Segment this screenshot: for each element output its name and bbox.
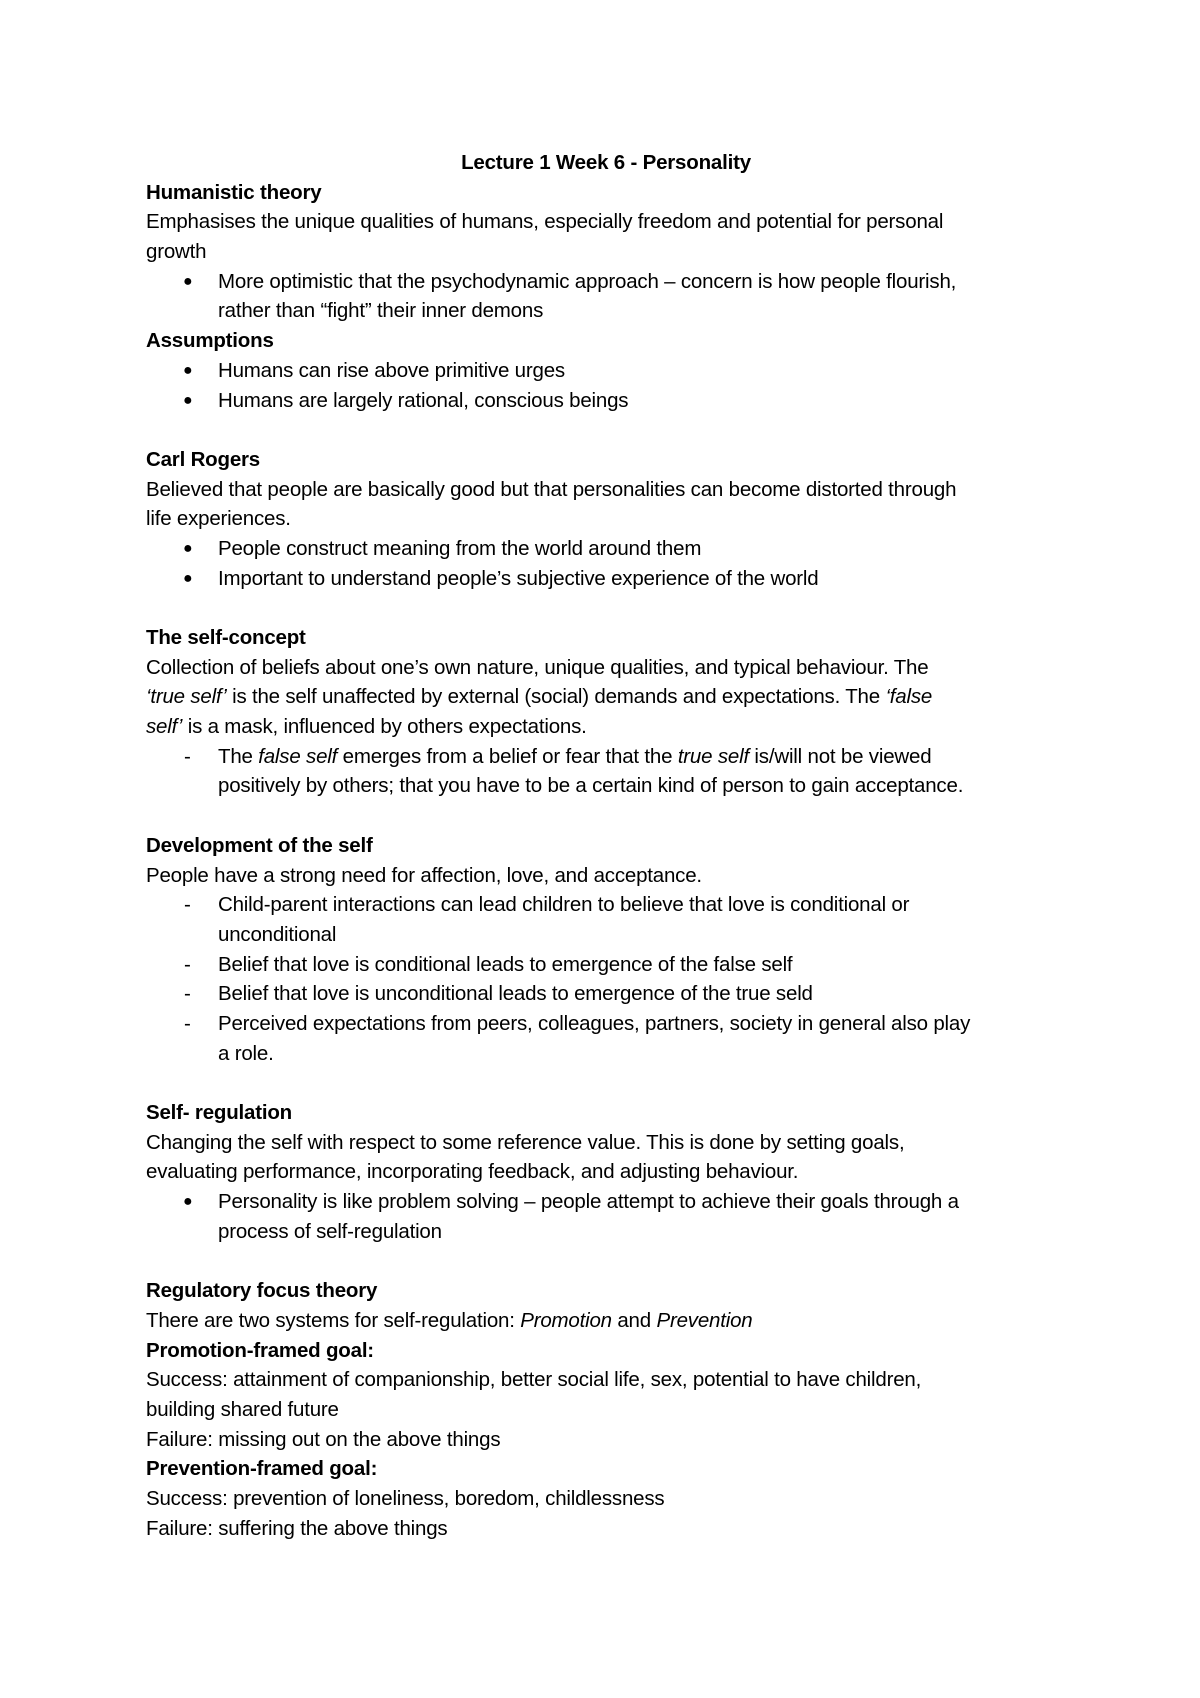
dash-icon: - [184, 982, 191, 1006]
bullet-icon: ● [183, 539, 193, 557]
page-title: Lecture 1 Week 6 - Personality [461, 151, 751, 174]
list-item [146, 1009, 1066, 1068]
heading-regulatory-focus: Regulatory focus theory [146, 1279, 378, 1303]
list-item-text: Belief that love is unconditional leads to emergence of the true seld [218, 982, 813, 1006]
section-self-regulation [146, 1098, 1066, 1246]
italic-term: false self [258, 744, 338, 768]
list-item-text [218, 742, 1066, 772]
text-run: is/will not be viewed [748, 744, 932, 768]
list-item-text: rather than “fight” their inner demons [218, 299, 544, 323]
heading-carl-rogers: Carl Rogers [146, 447, 261, 471]
bullet-icon: ● [183, 361, 193, 379]
document-content [146, 148, 1066, 1543]
heading-development: Development of the self [146, 833, 373, 857]
text-run: and [611, 1308, 657, 1332]
heading-promotion-goal: Promotion-framed goal: [146, 1338, 374, 1362]
promotion-success-line1: Success: attainment of companionship, better social life, sex, potential to have children, [146, 1368, 922, 1392]
section-rogers [146, 445, 1066, 593]
spacer [146, 1246, 1066, 1276]
section-development [146, 831, 1066, 1069]
heading-assumptions: Assumptions [146, 329, 274, 353]
italic-term: Prevention [656, 1308, 753, 1332]
prevention-success: Success: prevention of loneliness, boredom, childlessness [146, 1486, 665, 1510]
dash-icon: - [184, 952, 191, 976]
list-item [146, 890, 1066, 949]
heading-humanistic: Humanistic theory [146, 180, 322, 204]
spacer [146, 1068, 1066, 1098]
list-item [146, 356, 1066, 386]
list-item [146, 1187, 1066, 1246]
list-item [146, 742, 1066, 801]
list-item-text: Humans can rise above primitive urges [218, 358, 565, 382]
text-run: is a mask, influenced by others expectations. [182, 715, 587, 739]
bullet-icon: ● [183, 272, 193, 290]
heading-prevention-goal: Prevention-framed goal: [146, 1457, 378, 1481]
humanistic-text-line2: growth [146, 240, 207, 264]
list-item-text: Belief that love is conditional leads to emergence of the false self [218, 952, 793, 976]
promotion-success-line2: building shared future [146, 1397, 339, 1421]
dash-icon: - [184, 744, 191, 768]
list-item [146, 979, 1066, 1009]
list-item-text: Important to understand people’s subjective experience of the world [218, 566, 819, 590]
section-humanistic [146, 178, 1066, 326]
spacer [146, 593, 1066, 623]
bullet-icon: ● [183, 1193, 193, 1211]
list-item [146, 386, 1066, 416]
italic-term: true self [677, 744, 749, 768]
list-item-text: Perceived expectations from peers, colleagues, partners, society in general also play [218, 1011, 971, 1035]
text-run: There are two systems for self-regulation: [146, 1308, 521, 1332]
italic-term: Promotion [520, 1308, 612, 1332]
self-regulation-text-line2: evaluating performance, incorporating feedback, and adjusting behaviour. [146, 1160, 799, 1184]
spacer [146, 415, 1066, 445]
spacer [146, 801, 1066, 831]
list-item-text: More optimistic that the psychodynamic approach – concern is how people flourish, [218, 269, 957, 293]
text-run: is the self unaffected by external (social) demands and expectations. The [226, 685, 886, 709]
regulatory-intro [146, 1306, 1066, 1336]
italic-term: ‘true self’ [146, 685, 227, 709]
promotion-failure: Failure: missing out on the above things [146, 1427, 501, 1451]
section-regulatory-focus [146, 1276, 1066, 1543]
heading-self-concept: The self-concept [146, 626, 306, 649]
development-text: People have a strong need for affection, love, and acceptance. [146, 863, 702, 887]
self-concept-text-line1: Collection of beliefs about one’s own nature, unique qualities, and typical behaviour. The [146, 655, 929, 679]
list-item-text: People construct meaning from the world around them [218, 536, 702, 560]
italic-term: self’ [146, 715, 183, 739]
list-item-text: Personality is like problem solving – people attempt to achieve their goals through a [218, 1190, 959, 1214]
italic-term: ‘false [885, 685, 933, 709]
text-run: The [218, 744, 259, 768]
section-assumptions [146, 326, 1066, 415]
list-item [146, 534, 1066, 564]
self-regulation-text-line1: Changing the self with respect to some reference value. This is done by setting goals, [146, 1130, 905, 1154]
bullet-icon: ● [183, 391, 193, 409]
list-item-text: process of self-regulation [218, 1219, 442, 1243]
dash-icon: - [184, 893, 191, 917]
rogers-text-line2: life experiences. [146, 507, 291, 531]
rogers-text-line1: Believed that people are basically good but that personalities can become distorted through [146, 477, 957, 501]
list-item-text: Child-parent interactions can lead children to believe that love is conditional or [218, 893, 910, 917]
dash-icon: - [184, 1011, 191, 1035]
self-concept-text-line2 [146, 682, 1066, 712]
list-item-text: a role. [218, 1041, 274, 1065]
text-run: emerges from a belief or fear that the [337, 744, 678, 768]
list-item-text: Humans are largely rational, conscious beings [218, 388, 629, 412]
list-item [146, 950, 1066, 980]
prevention-failure: Failure: suffering the above things [146, 1516, 448, 1540]
list-item-text: positively by others; that you have to be a certain kind of person to gain acceptance. [218, 774, 964, 798]
self-concept-text-line3 [146, 712, 1066, 742]
section-self-concept [146, 623, 1066, 801]
bullet-icon: ● [183, 569, 193, 587]
list-item [146, 267, 1066, 326]
heading-self-regulation: Self- regulation [146, 1101, 293, 1124]
humanistic-text-line1: Emphasises the unique qualities of humans, especially freedom and potential for personal [146, 210, 944, 234]
list-item [146, 564, 1066, 594]
list-item-text: unconditional [218, 922, 337, 946]
